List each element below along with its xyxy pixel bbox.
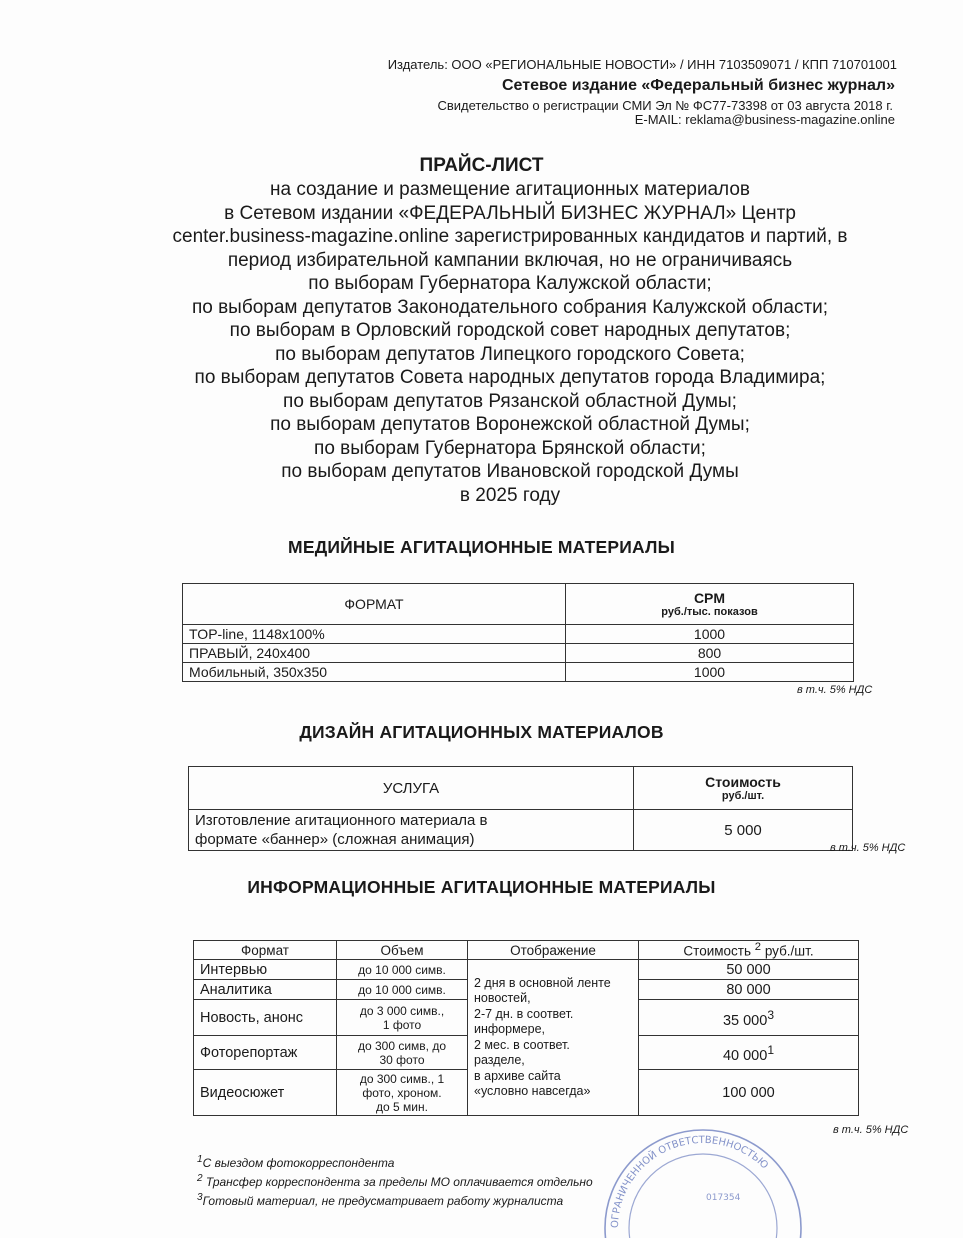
- cost-value: 80 000: [726, 981, 771, 998]
- footnote-text: Готовый материал, не предусматривает работу журналиста: [202, 1194, 564, 1208]
- header-service: УСЛУГА: [189, 767, 634, 810]
- subtitle-line: на создание и размещение агитационных материалов: [269, 179, 751, 200]
- footnote-text: Трансфер корреспондента за пределы МО оплачивается отдельно: [202, 1175, 593, 1189]
- header-cost: [639, 941, 859, 960]
- media-price-table: [182, 583, 854, 682]
- publisher-info: Издатель: ООО «РЕГИОНАЛЬНЫЕ НОВОСТИ» / ИНН 7103509071 / КПП 710701001: [387, 57, 897, 72]
- volume-line: до 3 000 симв.,: [359, 1003, 445, 1018]
- contact-email: E-MAIL: reklama@business-magazine.online: [634, 112, 895, 127]
- display-line: информере,: [474, 1022, 545, 1036]
- vat-note: в т.ч. 5% НДС: [830, 842, 906, 854]
- volume-line: до 300 симв, до: [357, 1038, 447, 1053]
- cost-cell: [639, 960, 859, 980]
- header-cost-footnote: 2: [754, 941, 762, 954]
- display-line: «условно навсегда»: [474, 1084, 591, 1098]
- format-cell: Интервью: [194, 960, 337, 980]
- subtitle-line: по выборам депутатов Рязанской областной Думы;: [283, 390, 737, 412]
- info-price-table: [193, 940, 859, 1116]
- format-cell: Мобильный, 350x350: [183, 663, 566, 682]
- format-cell: TOP-line, 1148x100%: [183, 625, 566, 644]
- table-header-row: [183, 584, 854, 625]
- cpm-cell: 1000: [566, 625, 854, 644]
- cost-value: 40 000: [722, 1047, 768, 1064]
- header-cost: [634, 767, 853, 810]
- footnote-text: С выездом фотокорреспондента: [202, 1156, 395, 1170]
- display-line: разделе,: [474, 1053, 525, 1067]
- vat-note: в т.ч. 5% НДС: [797, 684, 873, 696]
- media-section-heading: МЕДИЙНЫЕ АГИТАЦИОННЫЕ МАТЕРИАЛЫ: [288, 537, 675, 557]
- cost-cell: [639, 1036, 859, 1070]
- header-display: Отображение: [468, 941, 639, 960]
- cost-cell: [639, 980, 859, 1000]
- table-row: [183, 663, 854, 682]
- subtitle-line: по выборам депутатов Воронежской областной Думы;: [270, 414, 750, 435]
- volume-cell: [337, 1000, 468, 1036]
- footnote: [197, 1171, 593, 1190]
- cpm-cell: 1000: [566, 663, 854, 682]
- display-line: 2 мес. в соответ.: [474, 1037, 570, 1052]
- footnote-marker: 2: [197, 1173, 203, 1184]
- header-cpm-label: CPM: [693, 590, 726, 606]
- format-cell: ПРАВЫЙ, 240x400: [183, 644, 566, 663]
- volume-cell: [337, 1070, 468, 1116]
- format-cell: Видеосюжет: [194, 1070, 337, 1116]
- design-price-table: [188, 766, 853, 851]
- table-row: [183, 625, 854, 644]
- document-title: ПРАЙС-ЛИСТ: [419, 155, 544, 176]
- subtitle-line: по выборам Губернатора Брянской области;: [314, 437, 706, 459]
- document-subtitle: [150, 178, 870, 507]
- design-section-heading: ДИЗАЙН АГИТАЦИОННЫХ МАТЕРИАЛОВ: [299, 722, 664, 742]
- header-volume: Объем: [337, 941, 468, 960]
- info-section-heading: ИНФОРМАЦИОННЫЕ АГИТАЦИОННЫЕ МАТЕРИАЛЫ: [247, 877, 716, 897]
- cost-cell: [639, 1000, 859, 1036]
- header-cpm-unit: руб./тыс. показов: [661, 606, 758, 618]
- display-line: 2 дня в основной ленте: [474, 975, 611, 990]
- format-cell: Новость, анонс: [194, 1000, 337, 1036]
- cost-footnote: 1: [767, 1042, 775, 1057]
- header-cost-unit: руб./шт.: [764, 943, 814, 959]
- volume-line: фото, хроном.: [362, 1085, 442, 1100]
- format-cell: Фоторепортаж: [194, 1036, 337, 1070]
- footnotes: [197, 1152, 593, 1209]
- cost-cell: 5 000: [634, 810, 853, 851]
- format-cell: Аналитика: [194, 980, 337, 1000]
- subtitle-line: по выборам Губернатора Калужской области;: [308, 273, 712, 294]
- cost-cell: [639, 1070, 859, 1116]
- cost-footnote: 3: [767, 1007, 775, 1022]
- subtitle-line: в Сетевом издании «ФЕДЕРАЛЬНЫЙ БИЗНЕС ЖУРНАЛ» Центр: [224, 202, 796, 224]
- display-line: 2-7 дн. в соответ.: [474, 1006, 574, 1021]
- subtitle-line: по выборам в Орловский городской совет народных депутатов;: [229, 320, 791, 341]
- volume-line: до 300 симв., 1: [359, 1071, 445, 1086]
- volume-line: до 5 мин.: [376, 1099, 428, 1114]
- table-row: [189, 810, 853, 851]
- volume-line: 1 фото: [382, 1017, 422, 1032]
- vat-note: в т.ч. 5% НДС: [833, 1124, 909, 1136]
- volume-cell: до 10 000 симв.: [337, 980, 468, 1000]
- subtitle-line: период избирательной кампании включая, но не ограничиваясь: [227, 249, 793, 271]
- volume-cell: до 10 000 симв.: [337, 960, 468, 980]
- header-cost-label: Стоимость: [705, 774, 781, 790]
- footnote: [197, 1152, 593, 1171]
- display-cell: [468, 960, 639, 1116]
- cost-value: 50 000: [726, 961, 771, 978]
- footnote-marker: 3: [197, 1192, 203, 1203]
- cpm-cell: 800: [566, 644, 854, 663]
- registration-certificate: Свидетельство о регистрации СМИ Эл № ФС77-73398 от 03 августа 2018 г.: [437, 98, 893, 113]
- stamp-number: 017354: [706, 1193, 741, 1203]
- display-line: новостей,: [474, 991, 531, 1005]
- service-line: формате «баннер» (сложная анимация): [195, 831, 475, 848]
- subtitle-line: по выборам депутатов Совета народных депутатов города Владимира;: [194, 367, 826, 388]
- cost-value: 35 000: [722, 1012, 768, 1029]
- volume-line: 30 фото: [379, 1052, 425, 1067]
- table-row: [183, 644, 854, 663]
- subtitle-line: по выборам депутатов Законодательного собрания Калужской области;: [191, 296, 829, 318]
- footnote-marker: 1: [197, 1154, 203, 1165]
- header-cost-unit: руб./шт.: [721, 790, 765, 802]
- company-stamp: [588, 1118, 808, 1238]
- svg-text:ОГРАНИЧЕННОЙ ОТВЕТСТВЕННОСТЬЮ: [610, 1135, 770, 1228]
- header-cost-label: Стоимость: [683, 943, 752, 959]
- publication-name: Сетевое издание «Федеральный бизнес журнал»: [502, 77, 895, 94]
- header-format: Формат: [194, 941, 337, 960]
- subtitle-line: по выборам депутатов Липецкого городского Совета;: [275, 343, 745, 365]
- cost-value: 100 000: [722, 1084, 775, 1101]
- subtitle-line: по выборам депутатов Ивановской городской Думы: [281, 461, 739, 482]
- table-row: [194, 960, 859, 980]
- header-cpm: [566, 584, 854, 625]
- subtitle-line: center.business-magazine.online зарегистрированных кандидатов и партий, в: [172, 226, 848, 247]
- table-header-row: [189, 767, 853, 810]
- header-format: ФОРМАТ: [183, 584, 566, 625]
- stamp-text: ОГРАНИЧЕННОЙ ОТВЕТСТВЕННОСТЬЮ: [609, 1134, 771, 1229]
- service-line: Изготовление агитационного материала в: [195, 812, 488, 829]
- subtitle-line: в 2025 году: [459, 484, 561, 506]
- volume-cell: [337, 1036, 468, 1070]
- display-line: в архиве сайта: [474, 1068, 561, 1083]
- service-cell: [189, 810, 634, 851]
- table-header-row: [194, 941, 859, 960]
